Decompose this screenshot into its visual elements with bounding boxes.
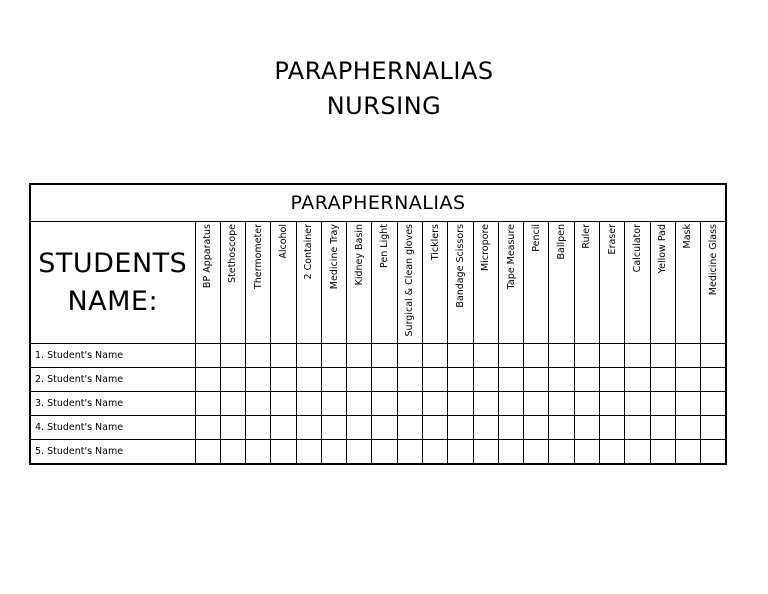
item-header	[650, 222, 675, 344]
check-cell[interactable]	[397, 440, 422, 465]
check-cell[interactable]	[701, 440, 726, 465]
check-cell[interactable]	[675, 344, 700, 368]
item-header-label: Eraser	[606, 224, 618, 255]
students-label-line1: STUDENTS	[38, 247, 188, 279]
check-cell[interactable]	[321, 344, 346, 368]
check-cell[interactable]	[423, 440, 448, 465]
item-header	[473, 222, 498, 344]
check-cell[interactable]	[448, 344, 473, 368]
item-header-label: Yellow Pad	[657, 224, 669, 274]
item-header-label: Ruler	[581, 224, 593, 249]
check-cell[interactable]	[246, 368, 271, 392]
check-cell[interactable]	[473, 368, 498, 392]
check-cell[interactable]	[701, 416, 726, 440]
item-header-label: Tape Measure	[505, 224, 517, 290]
item-header	[524, 222, 549, 344]
students-label-line2: NAME:	[67, 285, 159, 317]
check-cell[interactable]	[423, 392, 448, 416]
check-cell[interactable]	[347, 416, 372, 440]
item-header	[372, 222, 397, 344]
check-cell[interactable]	[372, 440, 397, 465]
check-cell[interactable]	[347, 368, 372, 392]
check-cell[interactable]	[296, 416, 321, 440]
check-cell[interactable]	[296, 392, 321, 416]
check-cell[interactable]	[650, 344, 675, 368]
check-cell[interactable]	[271, 368, 296, 392]
check-cell[interactable]	[625, 392, 650, 416]
student-name-cell[interactable]: 4. Student's Name	[30, 416, 195, 440]
check-cell[interactable]	[650, 368, 675, 392]
check-cell[interactable]	[321, 440, 346, 465]
check-cell[interactable]	[195, 344, 220, 368]
item-header-label: Medicine Tray	[328, 224, 340, 290]
banner-row	[30, 184, 726, 222]
student-name-cell[interactable]: 1. Student's Name	[30, 344, 195, 368]
item-header	[625, 222, 650, 344]
check-cell[interactable]	[524, 416, 549, 440]
check-cell[interactable]	[549, 416, 574, 440]
item-header	[321, 222, 346, 344]
item-header	[423, 222, 448, 344]
check-cell[interactable]	[574, 392, 599, 416]
check-cell[interactable]	[271, 392, 296, 416]
check-cell[interactable]	[321, 368, 346, 392]
check-cell[interactable]	[524, 392, 549, 416]
check-cell[interactable]	[321, 392, 346, 416]
check-cell[interactable]	[195, 368, 220, 392]
check-cell[interactable]	[246, 416, 271, 440]
check-cell[interactable]	[372, 416, 397, 440]
item-header-label: Pencil	[530, 224, 542, 252]
check-cell[interactable]	[372, 368, 397, 392]
check-cell[interactable]	[498, 416, 523, 440]
item-header-label: 2 Container	[303, 224, 315, 280]
item-header	[271, 222, 296, 344]
students-name-header	[30, 222, 195, 344]
item-header	[498, 222, 523, 344]
check-cell[interactable]	[675, 416, 700, 440]
check-cell[interactable]	[397, 368, 422, 392]
check-cell[interactable]	[423, 368, 448, 392]
student-name-cell[interactable]: 5. Student's Name	[30, 440, 195, 465]
item-header	[675, 222, 700, 344]
check-cell[interactable]	[574, 344, 599, 368]
check-cell[interactable]	[448, 368, 473, 392]
item-header-label: Mask	[682, 224, 694, 249]
check-cell[interactable]	[372, 344, 397, 368]
check-cell[interactable]	[549, 368, 574, 392]
item-header	[195, 222, 220, 344]
check-cell[interactable]	[498, 344, 523, 368]
check-cell[interactable]	[220, 344, 245, 368]
check-cell[interactable]	[701, 392, 726, 416]
check-cell[interactable]	[448, 416, 473, 440]
check-cell[interactable]	[701, 344, 726, 368]
check-cell[interactable]	[675, 392, 700, 416]
item-header-label: Calculator	[631, 224, 643, 273]
item-header-label: Pen Light	[379, 224, 391, 268]
item-header-label: Medicine Glass	[707, 224, 719, 296]
item-header-label: Bandage Scissors	[454, 224, 466, 308]
check-cell[interactable]	[347, 440, 372, 465]
check-cell[interactable]	[650, 440, 675, 465]
check-cell[interactable]	[195, 392, 220, 416]
check-cell[interactable]	[220, 368, 245, 392]
item-header	[600, 222, 625, 344]
check-cell[interactable]	[397, 344, 422, 368]
item-header	[574, 222, 599, 344]
header-row	[30, 222, 726, 344]
check-cell[interactable]	[195, 440, 220, 465]
check-cell[interactable]	[600, 368, 625, 392]
item-header	[347, 222, 372, 344]
item-header-label: Stethoscope	[227, 224, 239, 284]
check-cell[interactable]	[448, 392, 473, 416]
check-cell[interactable]	[246, 344, 271, 368]
item-header-label: Thermometer	[252, 224, 264, 290]
student-row	[30, 440, 726, 465]
check-cell[interactable]	[246, 392, 271, 416]
check-cell[interactable]	[650, 416, 675, 440]
check-cell[interactable]	[625, 344, 650, 368]
item-header-label: BP Apparatus	[202, 224, 214, 289]
document-subtitle: NURSING	[326, 92, 442, 120]
item-header-label: Alcohol	[277, 224, 289, 259]
check-cell[interactable]	[296, 440, 321, 465]
check-cell[interactable]	[271, 416, 296, 440]
check-cell[interactable]	[347, 344, 372, 368]
check-cell[interactable]	[296, 368, 321, 392]
check-cell[interactable]	[220, 416, 245, 440]
check-cell[interactable]	[473, 392, 498, 416]
check-cell[interactable]	[549, 344, 574, 368]
check-cell[interactable]	[625, 368, 650, 392]
item-header	[549, 222, 574, 344]
table-banner: PARAPHERNALIAS	[30, 184, 726, 222]
item-header-label: Kidney Basin	[353, 224, 365, 286]
item-header	[296, 222, 321, 344]
item-header	[701, 222, 726, 344]
student-row	[30, 344, 726, 368]
item-header	[397, 222, 422, 344]
check-cell[interactable]	[498, 392, 523, 416]
check-cell[interactable]	[574, 368, 599, 392]
item-header	[220, 222, 245, 344]
check-cell[interactable]	[473, 440, 498, 465]
check-cell[interactable]	[296, 344, 321, 368]
check-cell[interactable]	[397, 392, 422, 416]
item-header-label: Micropore	[480, 224, 492, 271]
check-cell[interactable]	[701, 368, 726, 392]
check-cell[interactable]	[347, 392, 372, 416]
check-cell[interactable]	[600, 344, 625, 368]
check-cell[interactable]	[625, 416, 650, 440]
check-cell[interactable]	[448, 440, 473, 465]
check-cell[interactable]	[600, 440, 625, 465]
check-cell[interactable]	[423, 344, 448, 368]
paraphernalia-checklist-table	[29, 183, 727, 465]
item-header-label: Surgical & Clean gloves	[404, 224, 416, 337]
student-name-cell[interactable]: 2. Student's Name	[30, 368, 195, 392]
check-cell[interactable]	[498, 440, 523, 465]
check-cell[interactable]	[675, 440, 700, 465]
check-cell[interactable]	[574, 440, 599, 465]
check-cell[interactable]	[600, 392, 625, 416]
item-header	[246, 222, 271, 344]
check-cell[interactable]	[321, 416, 346, 440]
check-cell[interactable]	[524, 368, 549, 392]
check-cell[interactable]	[271, 344, 296, 368]
check-cell[interactable]	[423, 416, 448, 440]
check-cell[interactable]	[524, 344, 549, 368]
item-header	[448, 222, 473, 344]
check-cell[interactable]	[397, 416, 422, 440]
item-header-label: Ticklers	[429, 224, 441, 261]
check-cell[interactable]	[271, 440, 296, 465]
check-cell[interactable]	[549, 392, 574, 416]
check-cell[interactable]	[549, 440, 574, 465]
student-row	[30, 368, 726, 392]
check-cell[interactable]	[473, 416, 498, 440]
check-cell[interactable]	[220, 392, 245, 416]
student-row	[30, 392, 726, 416]
check-cell[interactable]	[650, 392, 675, 416]
check-cell[interactable]	[574, 416, 599, 440]
student-name-cell[interactable]: 3. Student's Name	[30, 392, 195, 416]
check-cell[interactable]	[246, 440, 271, 465]
item-header-label: Ballpen	[556, 224, 568, 260]
document-title: PARAPHERNALIAS	[274, 57, 494, 85]
check-cell[interactable]	[372, 392, 397, 416]
check-cell[interactable]	[600, 416, 625, 440]
check-cell[interactable]	[675, 368, 700, 392]
student-row	[30, 416, 726, 440]
check-cell[interactable]	[473, 344, 498, 368]
check-cell[interactable]	[498, 368, 523, 392]
check-cell[interactable]	[220, 440, 245, 465]
check-cell[interactable]	[524, 440, 549, 465]
check-cell[interactable]	[625, 440, 650, 465]
check-cell[interactable]	[195, 416, 220, 440]
